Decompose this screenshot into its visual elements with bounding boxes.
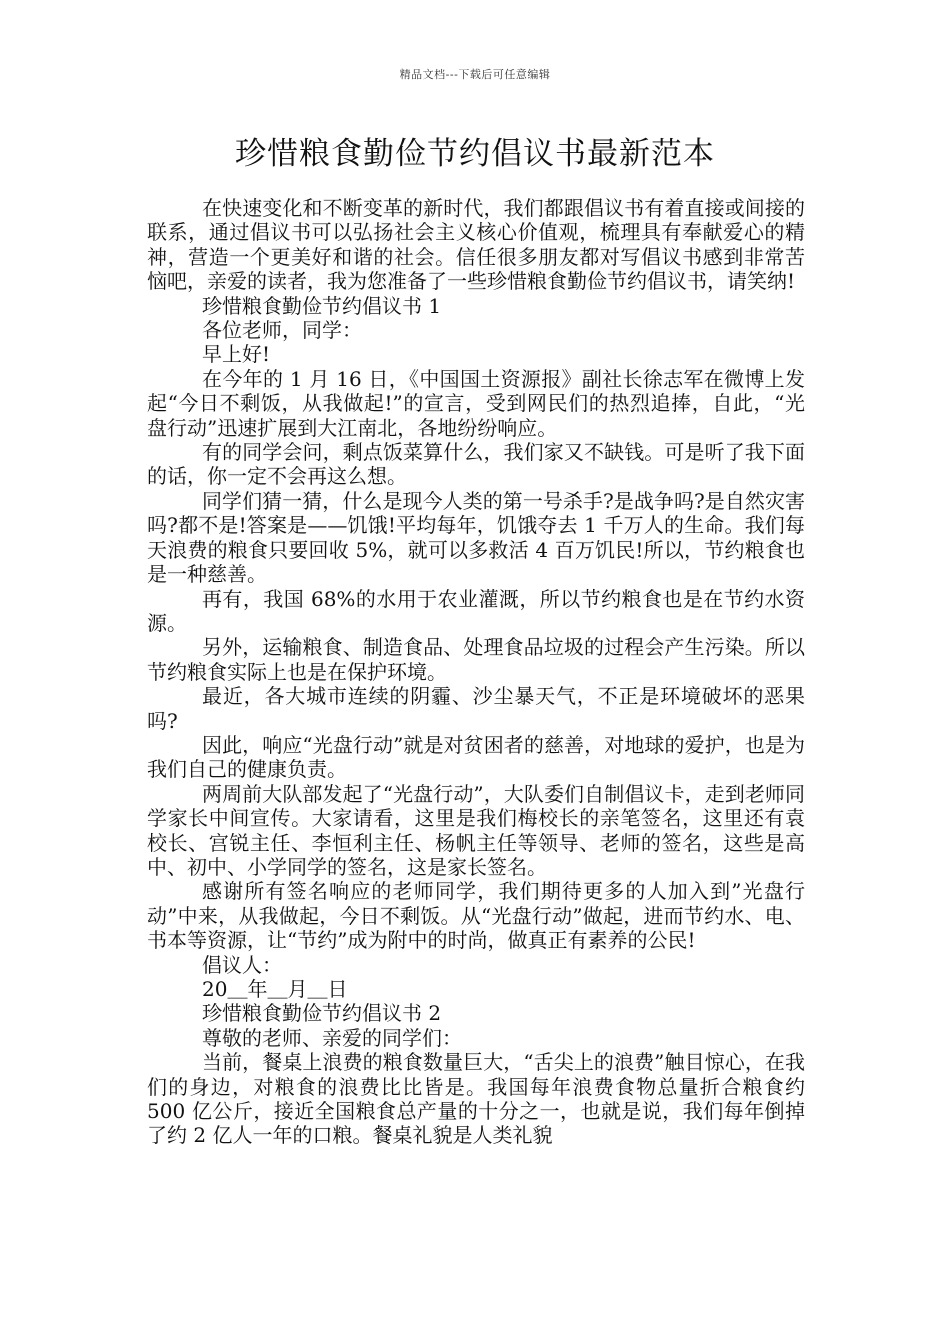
signature-label: 倡议人： [202, 952, 282, 977]
document-body [147, 196, 805, 1148]
paragraph-intro: 在快速变化和不断变革的新时代，我们都跟倡议书有着直接或间接的联系，通过倡议书可以弘扬社会主义核心价值观，梳理具有奉献爱心的精神，营造一个更美好和谐的社会。信任很多朋友都对写倡议书感到非常苦恼吧，亲爱的读者，我为您准备了一些珍惜粮食勤俭节约倡议书，请笑纳! [147, 196, 805, 294]
date-line: 20＿年＿月＿日 [202, 977, 348, 1001]
paragraph: 因此，响应“光盘行动”就是对贫困者的慈善，对地球的爱护，也是为我们自己的健康负责。 [147, 732, 805, 782]
paragraph: 两周前大队部发起了“光盘行动”，大队委们自制倡议卡，走到老师同学家长中间宣传。大家请看，这里是我们梅校长的亲笔签名，这里还有袁校长、宫锐主任、李恒利主任、杨帆主任等领导、老师的签名，这些是高中、初中、小学同学的签名，这是家长签名。 [147, 781, 805, 879]
paragraph: 再有，我国 68%的水用于农业灌溉，所以节约粮食也是在节约水资源。 [147, 586, 805, 635]
salutation: 尊敬的老师、亲爱的同学们： [202, 1025, 462, 1050]
paragraph: 有的同学会问，剩点饭菜算什么，我们家又不缺钱。可是听了我下面的话，你一定不会再这么想。 [147, 440, 805, 489]
header-note: 精品文档---下载后可任意编辑 [399, 68, 551, 81]
paragraph: 在今年的 1 月 16 日，《中国国土资源报》副社长徐志军在微博上发起“今日不剩饭，从我做起!”的宣言，受到网民们的热烈追捧，自此，“光盘行动”迅速扩展到大江南北，各地纷纷响应。 [147, 366, 805, 440]
paragraph: 感谢所有签名响应的老师同学，我们期待更多的人加入到”光盘行动”中来，从我做起，今日不剩饭。从“光盘行动”做起，进而节约水、电、书本等资源，让“节约”成为附中的时尚，做真正有素养的公民! [147, 879, 805, 953]
paragraph: 当前，餐桌上浪费的粮食数量巨大，“舌尖上的浪费”触目惊心，在我们的身边，对粮食的浪费比比皆是。我国每年浪费食物总量折合粮食约 500 亿公斤，接近全国粮食总产量的十分之一，也就是说，我们每年倒掉了约 2 亿人一年的口粮。餐桌礼貌是人类礼貌 [147, 1050, 805, 1148]
paragraph: 最近，各大城市连续的阴霾、沙尘暴天气，不正是环境破坏的恶果吗? [147, 684, 805, 733]
section-heading-2: 珍惜粮食勤俭节约倡议书 2 [202, 1001, 442, 1026]
paragraph: 另外，运输粮食、制造食品、处理食品垃圾的过程会产生污染。所以节约粮食实际上也是在保护环境。 [147, 635, 805, 684]
paragraph: 同学们猜一猜，什么是现今人类的第一号杀手?是战争吗?是自然灾害吗?都不是!答案是——饥饿!平均每年，饥饿夺去 1 千万人的生命。我们每天浪费的粮食只要回收 5%，就可以多救活 4 百万饥民!所以，节约粮食也是一种慈善。 [147, 488, 805, 587]
greeting: 早上好! [202, 342, 271, 367]
section-heading-1: 珍惜粮食勤俭节约倡议书 1 [202, 293, 442, 318]
document-title: 珍惜粮食勤俭节约倡议书最新范本 [235, 136, 715, 172]
salutation: 各位老师，同学： [202, 318, 362, 343]
